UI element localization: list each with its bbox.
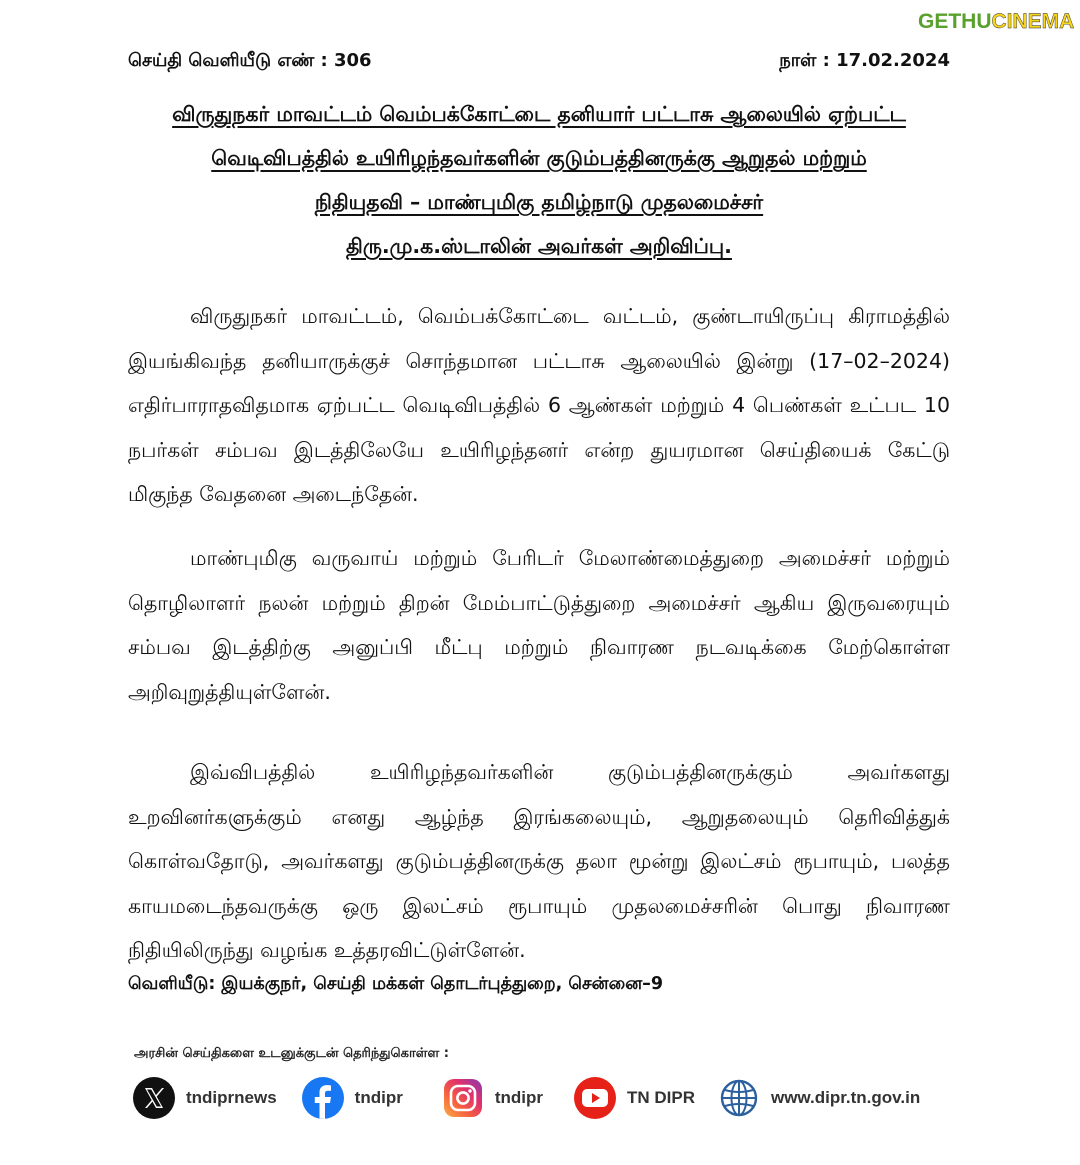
social-youtube-label: TN DIPR — [626, 1088, 695, 1107]
release-number: செய்தி வெளியீடு எண் : 306 — [128, 50, 372, 71]
headline-line-2: வெடிவிபத்தில் உயிரிழந்தவர்களின் குடும்பத்தினருக்கு ஆறுதல் மற்றும் — [211, 146, 867, 170]
headline — [128, 92, 950, 268]
facebook-icon — [301, 1076, 345, 1120]
globe-icon — [717, 1076, 761, 1120]
headline-line-1: விருதுநகர் மாவட்டம் வெம்பக்கோட்டை தனியார் பட்டாசு ஆலையில் ஏற்பட்ட — [172, 102, 906, 126]
social-bar — [132, 1074, 952, 1122]
watermark-text-part1: GETHU — [918, 10, 992, 33]
headline-line-4: திரு.மு.க.ஸ்டாலின் அவர்கள் அறிவிப்பு. — [346, 234, 732, 258]
social-x-label: tndiprnews — [186, 1088, 277, 1107]
social-website-label: www.dipr.tn.gov.in — [770, 1088, 921, 1107]
watermark-text-part2: CINEMA — [991, 10, 1075, 33]
social-x[interactable] — [132, 1076, 277, 1120]
body-paragraph-1: விருதுநகர் மாவட்டம், வெம்பக்கோட்டை வட்டம், குண்டாயிருப்பு கிராமத்தில் இயங்கிவந்த தனியாருக்குச் சொந்தமான பட்டாசு ஆலையில் இன்று (17–02–2024) எதிர்பாராதவிதமாக ஏற்பட்ட வெடிவிபத்தில் 6 ஆண்கள் மற்றும் 4 பெண்கள் உட்பட 10 நபர்கள் சம்பவ இடத்திலேயே உயிரிழந்தனர் என்ற துயரமான செய்தியைக் கேட்டு மிகுந்த வேதனை அடைந்தேன். — [128, 304, 950, 506]
instagram-icon — [441, 1076, 485, 1120]
headline-line-3: நிதியுதவி – மாண்புமிகு தமிழ்நாடு முதலமைச்சர் — [314, 190, 764, 214]
header-row — [128, 50, 950, 73]
release-by: வெளியீடு: இயக்குநர், செய்தி மக்கள் தொடர்புத்துறை, சென்னை–9 — [128, 974, 664, 994]
social-instagram[interactable] — [441, 1076, 543, 1120]
body-paragraph-3: இவ்விபத்தில் உயிரிழந்தவர்களின் குடும்பத்தினருக்கும் அவர்களது உறவினர்களுக்கும் எனது ஆழ்ந்த இரங்கலையும், ஆறுதலையும் தெரிவித்துக் கொள்வதோடு, அவர்களது குடும்பத்தினருக்கு தலா மூன்று இலட்சம் ரூபாயும், பலத்த காயமடைந்தவருக்கு ஒரு இலட்சம் ரூபாயும் முதலமைச்சரின் பொது நிவாரண நிதியிலிருந்து வழங்க உத்தரவிட்டுள்ளேன். — [128, 760, 950, 962]
social-youtube[interactable] — [573, 1076, 695, 1120]
social-facebook-label: tndipr — [354, 1088, 403, 1107]
release-date: நாள் : 17.02.2024 — [779, 50, 950, 71]
youtube-icon — [573, 1076, 617, 1120]
x-icon — [132, 1076, 176, 1120]
follow-text: அரசின் செய்திகளை உடனுக்குடன் தெரிந்துகொள்ள : — [134, 1046, 449, 1061]
social-website[interactable] — [717, 1076, 920, 1120]
body-paragraph-2: மாண்புமிகு வருவாய் மற்றும் பேரிடர் மேலாண்மைத்துறை அமைச்சர் மற்றும் தொழிலாளர் நலன் மற்றும் திறன் மேம்பாட்டுத்துறை அமைச்சர் ஆகிய இருவரையும் சம்பவ இடத்திற்கு அனுப்பி மீட்பு மற்றும் நிவாரண நடவடிக்கை மேற்கொள்ள அறிவுறுத்தியுள்ளேன். — [128, 546, 950, 704]
social-instagram-label: tndipr — [494, 1088, 543, 1107]
social-facebook[interactable] — [301, 1076, 403, 1120]
watermark-logo — [918, 6, 1076, 38]
